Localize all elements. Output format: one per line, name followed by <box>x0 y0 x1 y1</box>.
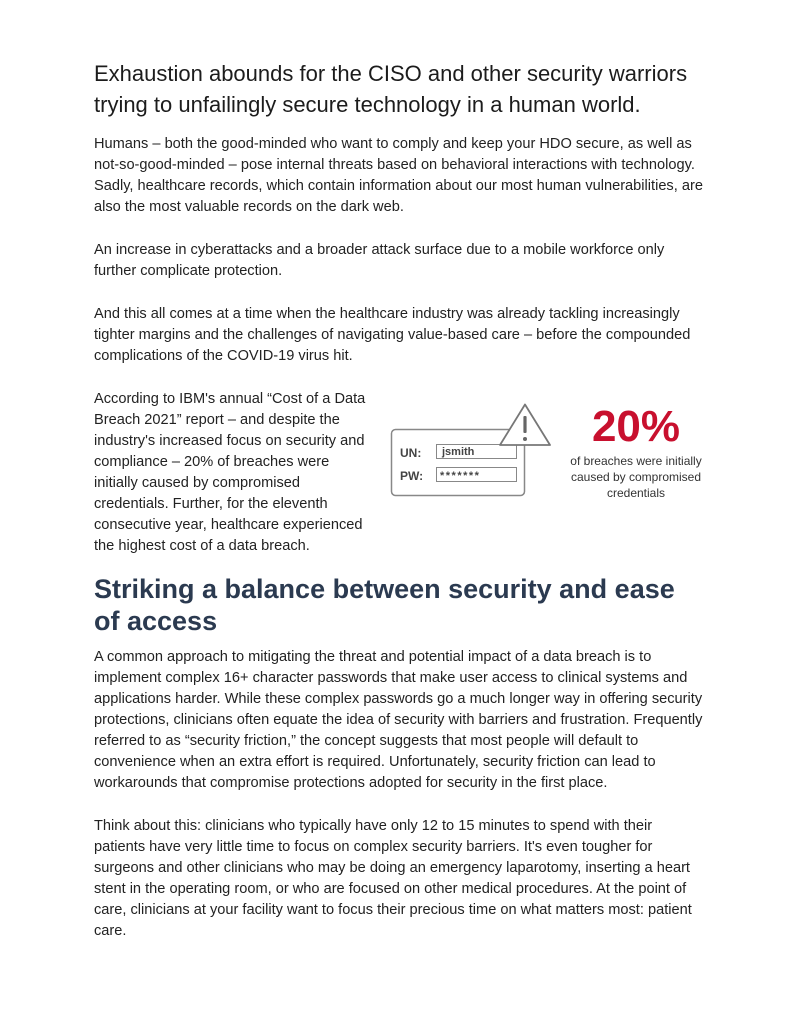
username-value: jsmith <box>442 446 475 458</box>
intro-paragraph-3: And this all comes at a time when the healthcare industry was already tackling increasingly tighter margins and the challenges of navigating value-based care – before the compounded complications of the COVID-19 virus hit. <box>94 306 691 364</box>
intro-paragraph-2: An increase in cyberattacks and a broader attack surface due to a mobile workforce only further complicate protection. <box>94 242 665 279</box>
document-page <box>94 58 706 964</box>
warning-icon <box>500 405 550 446</box>
stat-caption: of breaches were initially caused by compromised credentials <box>570 454 702 500</box>
intro-heading: Exhaustion abounds for the CISO and other security warriors trying to unfailingly secure technology in a human world. <box>94 61 688 117</box>
password-label: PW: <box>400 469 424 483</box>
section-paragraph-1: A common approach to mitigating the threat and potential impact of a data breach is to implement complex 16+ character passwords that make user access to clinical systems and applications harder. While these complex passwords go a much longer way in offering security protections, clinicians often equate the idea of security with barriers and frustration. Frequently referred to as “security friction,” the concept suggests that most people will default to convenience when an extra effort is required. Unfortunately, security friction can lead to workarounds that compromise protections adopted for security in the first place. <box>94 649 703 791</box>
password-value: ******* <box>440 470 481 482</box>
breach-paragraph: According to IBM's annual “Cost of a Data Breach 2021” report – and despite the industry's increased focus on security and compliance – 20% of breaches were initially caused by compromised credentials. Further, for the eleventh consecutive year, healthcare experienced the highest cost of a data breach. <box>94 391 366 554</box>
stat-value: 20% <box>591 402 681 451</box>
breach-block <box>94 389 706 557</box>
section-heading: Striking a balance between security and ease of access <box>94 574 675 636</box>
intro-paragraph-1: Humans – both the good-minded who want to comply and keep your HDO secure, as well as not-so-good-minded – pose internal threats based on behavioral interactions with technology. Sadly, healthcare records, which contain information about our most human vulnerabilities, are also the most valuable records on the dark web. <box>94 136 703 215</box>
username-label: UN: <box>400 446 422 460</box>
credentials-figure <box>390 395 706 515</box>
section-paragraph-2: Think about this: clinicians who typically have only 12 to 15 minutes to spend with their patients have very little time to focus on complex security barriers. It's even tougher for surgeons and other clinicians who may be doing an emergency laparotomy, inserting a heart stent in the operating room, or who are focused on other medical procedures. At the point of care, clinicians at your facility want to focus their precious time on what matters most: patient care. <box>94 818 692 939</box>
login-card-illustration <box>390 403 560 513</box>
